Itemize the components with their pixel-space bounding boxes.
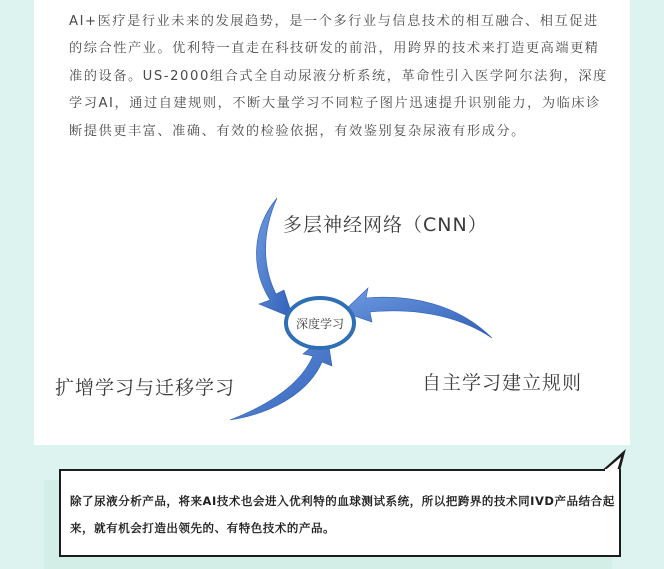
callout-text: 除了尿液分析产品，将来AI技术也会进入优利特的血球测试系统，所以把跨界的技术同IVD产品结合起来，就有机会打造出领先的、有特色技术的产品。: [70, 494, 615, 535]
center-label: 深度学习: [295, 317, 345, 331]
label-transfer: 扩增学习与迁移学习: [55, 377, 236, 399]
label-cnn: 多层神经网络（CNN）: [283, 214, 488, 236]
article-paragraph: AI+医疗是行业未来的发展趋势，是一个多行业与信息技术的相互融合、相互促进的综合性产业。优利特一直走在科技研发的前沿，用跨界的技术来打造更高端更精准的设备。US-2000组合式全自动尿液分析系统，革命性引入医学阿尔法狗，深度学习AI，通过自建规则，不断大量学习不同粒子图片迅速提升识别能力，为临床诊断提供更丰富、准确、有效的检验依据，有效鉴别复杂尿液有形成分。: [69, 14, 608, 139]
label-rules: 自主学习建立规则: [422, 372, 583, 394]
